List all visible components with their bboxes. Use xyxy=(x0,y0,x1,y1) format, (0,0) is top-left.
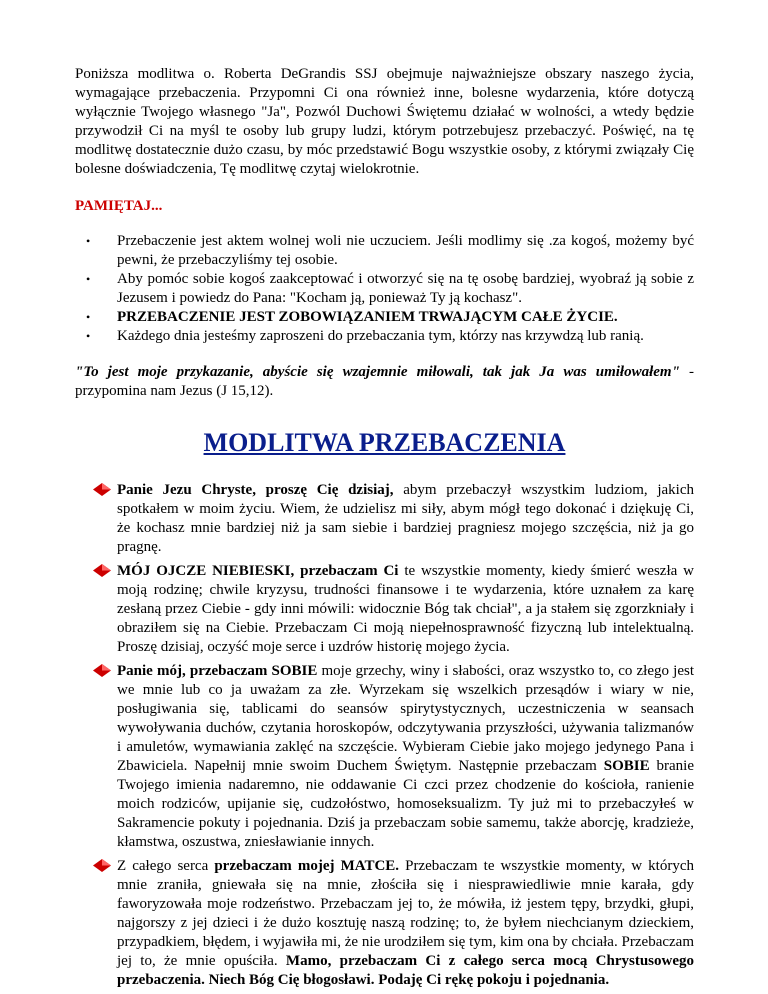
prayer-item: MÓJ OJCZE NIEBIESKI, przebaczam Ci te wszystkie momenty, kiedy śmierć weszła w moją rodzinę; chwile kryzysu, trudności finansowe i te wydarzenia, które uznałem za karę zesłaną przez Ciebie - gdy inni mówili: widocznie Bóg tak chciał", a ja stałem się zgorzkniały i obraziłem się na Ciebie. Przebaczam Ci moją niepełnosprawność fizyczną lub intelektualną. Proszę dzisiaj, oczyść moje serce i uzdrów historię mojego życia. xyxy=(117,562,694,657)
prayer-item: Panie Jezu Chryste, proszę Cię dzisiaj, abym przebaczył wszystkim ludziom, jakich spotkałem w moim życiu. Wiem, że udzielisz mi siły, abym mógł tego dokonać i dziękuję Ci, że kochasz mnie bardziej niż ja sam siebie i bardziej pragniesz mojego szczęścia, niż ja go pragnę. xyxy=(117,481,694,557)
intro-paragraph: Poniższa modlitwa o. Roberta DeGrandis SSJ obejmuje najważniejsze obszary naszego życia, wymagające przebaczenia. Przypomni Ci ona również inne, bolesne wydarzenia, które dotyczą wyłącznie Twojego własnego "Ja", Pozwól Duchowi Świętemu działać w wolności, a wtedy będzie przywodził Ci na myśl te osoby lub grupy ludzi, którym potrzebujesz przebaczyć. Poświęć, na tę modlitwę dostatecznie dużo czasu, by móc przedstawić Bogu wszystkie osoby, z którymi związały Cię bolesne doświadczenia, Tę modlitwę czytaj wielokrotnie. xyxy=(75,66,694,177)
quote-reference: - przypomina nam Jezus (J 15,12). xyxy=(75,364,695,399)
prayer-item: Z całego serca przebaczam mojej MATCE. Przebaczam te wszystkie momenty, w których mnie zraniła, gniewała się na mnie, złościła się i niesprawiedliwie mnie karała, gdy faworyzowała moje rodzeństwo. Przebaczam jej to, że mówiła, iż jestem tępy, brzydki, głupi, najgorszy z jej dzieci i że dużo kosztuję naszą rodzinę; to, że byłem niechcianym dzieckiem, przypadkiem, błędem, i wyjawiła mi, że nie urodziłem się tym, kim ona by chciała. Przebaczam jej to, że mnie opuściła. Mamo, przebaczam Ci z całego serca mocą Chrystusowego przebaczenia. Niech Bóg Cię błogosławi. Podaję Ci rękę pokoju i pojednania. xyxy=(117,857,694,990)
bullet-icon: • xyxy=(86,234,91,248)
list-item: • Przebaczenie jest aktem wolnej woli nie uczuciem. Jeśli modlimy się .za kogoś, możemy być pewni, że przebaczyliśmy tej osobie. xyxy=(86,233,694,268)
list-item: • PRZEBACZENIE JEST ZOBOWIĄZANIEM TRWAJĄCYM CAŁE ŻYCIE. xyxy=(86,309,618,325)
scripture-quote xyxy=(75,363,694,401)
list-item: • Aby pomóc sobie kogoś zaakceptować i otworzyć się na tę osobę bardziej, wyobraź ją sobie z Jezusem i powiedz do Pana: "Kocham ją, ponieważ Ty ją kochasz". xyxy=(86,271,694,306)
prayer-title: MODLITWA PRZEBACZENIA xyxy=(203,428,566,457)
remember-heading: PAMIĘTAJ... xyxy=(75,198,163,214)
quote-text: "To jest moje przykazanie, abyście się wzajemnie miłowali, tak jak Ja was umiłowałem" xyxy=(75,364,680,380)
bullet-icon: • xyxy=(86,310,91,324)
bullet-icon: • xyxy=(86,329,91,343)
red-diamond-icon xyxy=(93,483,111,496)
prayer-item: Panie mój, przebaczam SOBIE moje grzechy, winy i słabości, oraz wszystko to, co złego jest we mnie lub co ja uważam za złe. Wyrzekam się wszelkich przesądów i wiary w nie, posługiwania się, tablicami do seansów spirytystycznych, uczestniczenia w seansach wywoływania duchów, czytania horoskopów, odczytywania przyszłości, używania talizmanów i amuletów, wymawiania zaklęć na szczęście. Wybieram Ciebie jako mojego jedynego Pana i Zbawiciela. Napełnij mnie swoim Duchem Świętym. Następnie przebaczam SOBIE branie Twojego imienia nadaremno, nie oddawanie Ci czci przez chodzenie do kościoła, ranienie moich rodziców, upijanie się, cudzołóstwo, homoseksualizm. Ty już mi to przebaczyłeś w Sakramencie pokuty i pojednania. Dziś ja przebaczam sobie samemu, także aborcję, kradzieże, kłamstwa, oszustwa, zniesławianie innych. xyxy=(117,662,694,852)
bullet-icon: • xyxy=(86,272,91,286)
prayer-list xyxy=(75,481,694,990)
red-diamond-icon xyxy=(93,664,111,677)
red-diamond-icon xyxy=(93,859,111,872)
remember-list xyxy=(75,232,694,346)
list-item: • Każdego dnia jesteśmy zaproszeni do przebaczania tym, którzy nas krzywdzą lub ranią. xyxy=(86,328,644,344)
red-diamond-icon xyxy=(93,564,111,577)
